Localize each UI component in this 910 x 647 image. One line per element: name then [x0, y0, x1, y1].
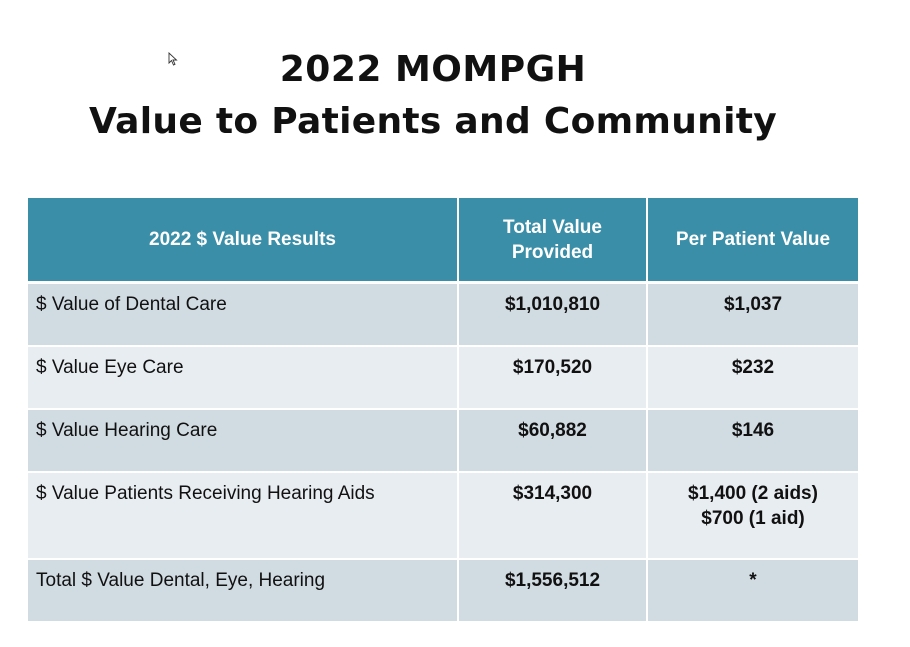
title-line-1: 2022 MOMPGH: [279, 49, 587, 90]
row-per-patient: $232: [647, 346, 858, 409]
per-patient-line-1: $1,400 (2 aids): [688, 483, 818, 504]
table-row: [28, 346, 858, 409]
row-per-patient: $1,037: [647, 283, 858, 347]
row-per-patient: *: [647, 559, 858, 622]
table-row: [28, 472, 858, 559]
row-label: $ Value Hearing Care: [28, 409, 458, 472]
row-total: $314,300: [458, 472, 647, 559]
row-per-patient: $146: [647, 409, 858, 472]
value-results-table: [28, 198, 858, 623]
row-per-patient: [647, 472, 858, 559]
row-label: $ Value Eye Care: [28, 346, 458, 409]
title-line-2: Value to Patients and Community: [88, 101, 778, 142]
table-row: [28, 409, 858, 472]
header-per-patient: Per Patient Value: [647, 198, 858, 283]
header-total-line-1: Total Value: [503, 216, 602, 238]
row-total: $170,520: [458, 346, 647, 409]
header-results: 2022 $ Value Results: [28, 198, 458, 283]
table-row-total: [28, 559, 858, 622]
row-label: $ Value of Dental Care: [28, 283, 458, 347]
row-label: Total $ Value Dental, Eye, Hearing: [28, 559, 458, 622]
row-total: $1,010,810: [458, 283, 647, 347]
table-row: [28, 283, 858, 347]
slide-title: [0, 44, 866, 148]
row-label: $ Value Patients Receiving Hearing Aids: [28, 472, 458, 559]
header-total-line-2: Provided: [511, 241, 594, 263]
table-header-row: [28, 198, 858, 283]
per-patient-line-2: $700 (1 aid): [701, 508, 805, 529]
row-total: $1,556,512: [458, 559, 647, 622]
row-total: $60,882: [458, 409, 647, 472]
header-total-value: [458, 198, 647, 283]
